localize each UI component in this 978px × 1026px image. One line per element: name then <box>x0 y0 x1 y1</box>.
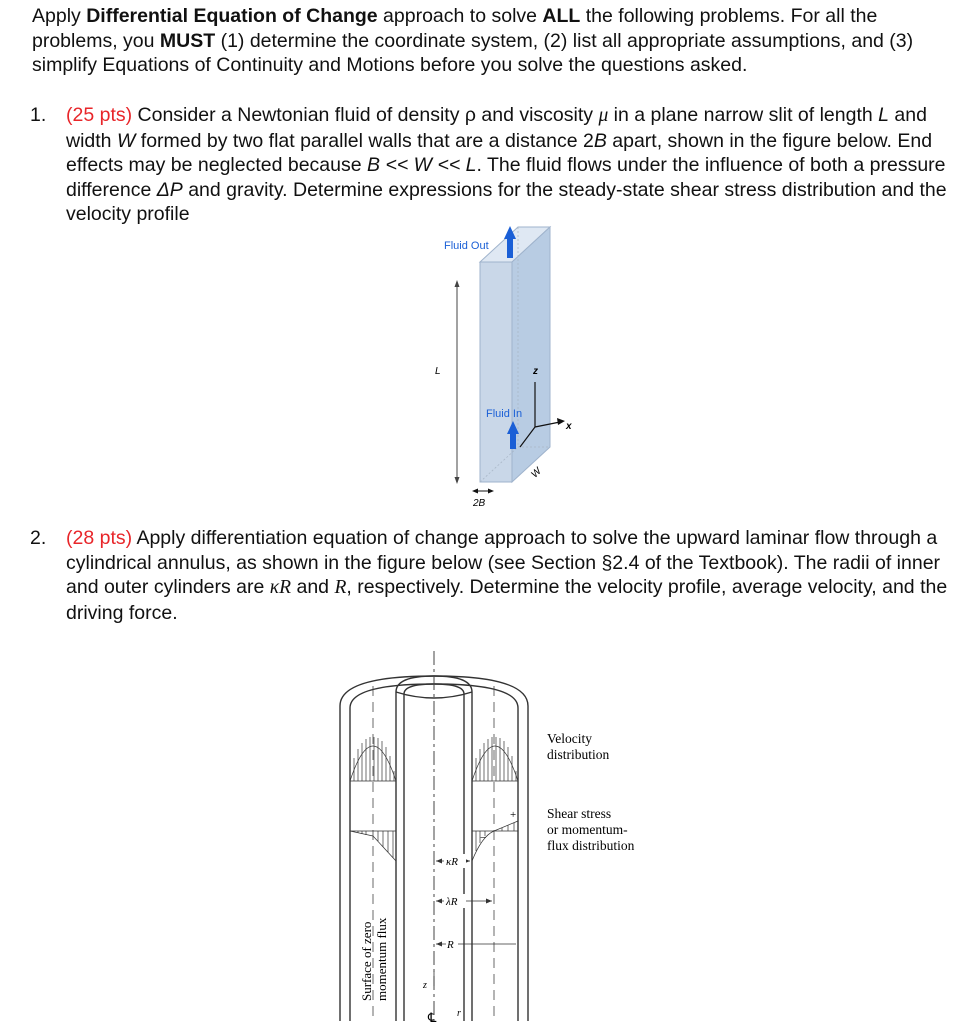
shear-profile-right <box>472 821 518 861</box>
label-lambda-R: λR <box>446 896 458 908</box>
velocity-profile-right <box>472 737 518 781</box>
zero-flux-caption <box>359 917 389 1001</box>
q2-text-1: Apply differentiation equation of change approach to solve the upward laminar flow through a cylindrical annulus, as shown in the figure below (see Section §2.4 of the Textbook). The radii of inner and outer cylinders are <box>66 527 941 598</box>
slab-front-face <box>480 262 512 482</box>
zero-flux-caption-1: Surface of zero <box>359 921 374 1001</box>
velocity-caption-2: distribution <box>547 747 610 762</box>
shear-caption-1: Shear stress <box>547 806 612 821</box>
question-1-number: 1. <box>30 104 47 126</box>
label-centerline: ℄ <box>428 1011 437 1026</box>
q1-text-7: and gravity. Determine expressions for the steady-state shear stress distribution and the velocity profile <box>66 178 947 225</box>
q2-text-3: , respectively. Determine the velocity profile, average velocity, and the driving force. <box>66 576 948 624</box>
shear-caption-2: or momentum- <box>547 822 628 837</box>
label-R: R <box>447 939 454 951</box>
intro-text-4: (1) determine the coordinate system, (2) list all appropriate assumptions, and (3) simplify Equations of Continuity and Motions before you solve the questions asked. <box>32 29 914 76</box>
slit-figure <box>420 222 590 512</box>
label-z: z <box>533 366 538 377</box>
q1-text-1: Consider a Newtonian fluid of density ρ and viscosity <box>132 104 599 126</box>
q1-mu: μ <box>598 105 609 126</box>
q1-condition: B << W << L <box>367 154 477 176</box>
intro-text-2: approach to solve <box>377 5 543 27</box>
question-1 <box>30 103 950 227</box>
velocity-caption-1: Velocity <box>547 731 592 746</box>
fluid-out-label: Fluid Out <box>444 240 489 252</box>
intro-text-1: Apply <box>32 5 87 27</box>
intro-text-3: the following problems. For all the problems, you <box>32 5 878 52</box>
q2-R: R <box>334 577 347 598</box>
q1-B: B <box>593 129 607 152</box>
question-1-points: (25 pts) <box>66 104 133 126</box>
question-2-points: (28 pts) <box>66 527 133 549</box>
label-L: L <box>435 366 441 377</box>
q1-L: L <box>878 104 889 126</box>
q1-text-6: . The fluid flows under the influence of both a pressure difference <box>66 154 946 201</box>
q2-text-2: and <box>291 576 335 598</box>
label-2B: 2B <box>473 498 486 509</box>
annulus-figure <box>320 646 680 1026</box>
q1-W: W <box>116 129 136 152</box>
label-r: r <box>457 1008 461 1019</box>
label-kappa-R: κR <box>446 856 458 868</box>
question-1-text <box>66 103 950 227</box>
q1-delta-p: ΔP <box>156 178 183 201</box>
question-2 <box>30 526 950 625</box>
q1-text-4: formed by two flat parallel walls that are a distance 2 <box>135 129 594 152</box>
fluid-in-label: Fluid In <box>486 408 523 420</box>
q1-text-3: and width <box>66 104 927 152</box>
shear-minus-sign: − <box>480 832 487 844</box>
q1-text-5: apart, shown in the figure below. End effects may be neglected because <box>66 129 933 176</box>
label-W: W <box>529 465 544 481</box>
intro-bold-must: MUST <box>159 29 216 52</box>
q1-text-2: in a plane narrow slit of length <box>608 104 879 126</box>
shear-plus-sign: + <box>510 809 517 821</box>
question-2-text <box>66 526 950 625</box>
intro-bold-all: ALL <box>542 5 581 27</box>
question-2-number: 2. <box>30 527 47 549</box>
label-z2: z <box>423 980 427 991</box>
shear-caption-3: flux distribution <box>547 838 635 853</box>
intro-bold-method: Differential Equation of Change <box>86 5 378 27</box>
zero-flux-caption-2: momentum flux <box>374 917 389 1001</box>
label-x: x <box>566 421 572 432</box>
instructions-paragraph <box>32 4 947 78</box>
q2-kR: κR <box>269 577 292 598</box>
